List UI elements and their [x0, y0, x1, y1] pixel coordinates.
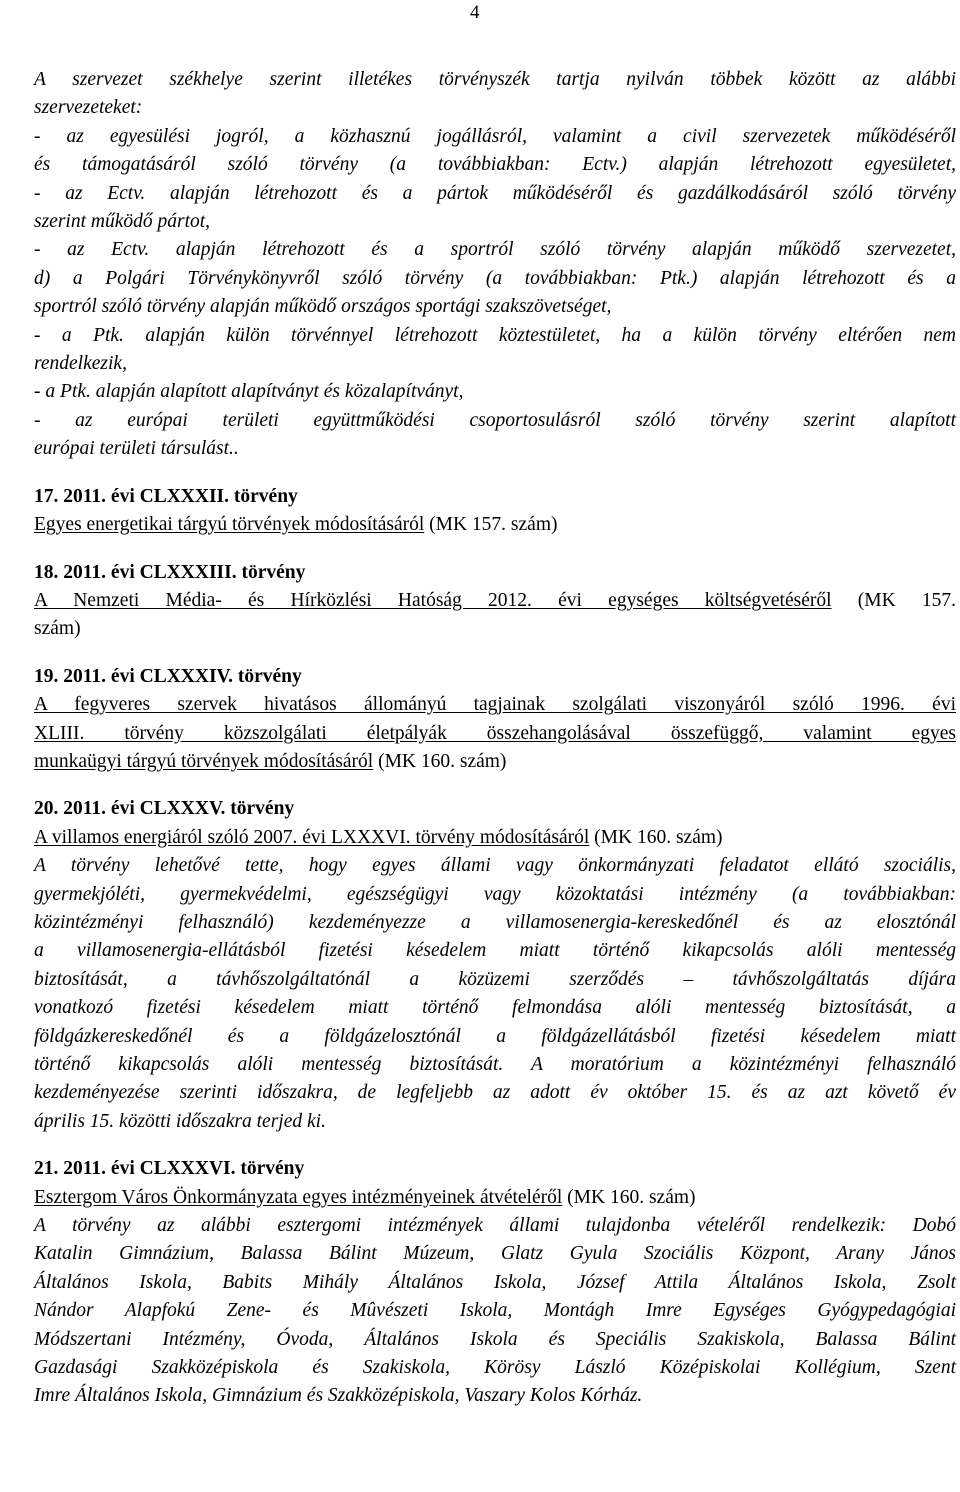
law-title-underlined: A villamos energiáról szóló 2007. évi LXXXVI. törvény módosításáról	[34, 826, 590, 848]
law-title-line	[34, 824, 956, 852]
summary-line: vonatkozó fizetési késedelem miatt történő felmondása alóli mentesség biztosítását, a	[34, 997, 956, 1019]
law-title-suffix: (MK 157. szám)	[424, 514, 558, 536]
law-title-line	[34, 691, 956, 719]
law-title-suffix: (MK 160. szám)	[589, 826, 723, 848]
law-title-suffix: (MK 160. szám)	[562, 1186, 696, 1208]
summary-line: Gazdasági Szakközépiskola és Szakiskola, Körösy László Középiskolai Kollégium, Szent	[34, 1357, 956, 1379]
intro-line: - a Ptk. alapján alapított alapítványt és közalapítványt,	[34, 381, 464, 403]
law-title-line	[34, 748, 956, 776]
law-section	[34, 483, 956, 540]
summary-line: Imre Általános Iskola, Gimnázium és Szakközépiskola, Vaszary Kolos Kórház.	[34, 1385, 643, 1407]
summary-line: a villamosenergia-ellátásból fizetési késedelem miatt történő kikapcsolás alóli mentesség	[34, 940, 956, 962]
summary-line: április 15. közötti időszakra terjed ki.	[34, 1110, 326, 1132]
summary-line: Módszertani Intézmény, Óvoda, Általános Iskola és Speciális Szakiskola, Balassa Bálint	[34, 1328, 956, 1350]
law-title-line	[34, 615, 956, 643]
law-title-suffix: szám)	[34, 618, 81, 640]
law-title-underlined: Esztergom Város Önkormányzata egyes intézményeinek átvételéről	[34, 1186, 563, 1208]
law-section	[34, 663, 956, 777]
intro-line: - az európai területi együttműködési csoportosulásról szóló törvény szerint alapított	[34, 409, 956, 431]
law-heading: 19. 2011. évi CLXXXIV. törvény	[34, 665, 302, 687]
law-section	[34, 795, 956, 1136]
document-body	[34, 66, 956, 1411]
law-section	[34, 1155, 956, 1411]
summary-line: közintézményi felhasználó) kezdeményezze a villamosenergia-kereskedőnél és az elosztónál	[34, 911, 956, 933]
summary-line: biztosítását, a távhőszolgáltatónál a közüzemi szerződés – távhőszolgáltatás díjára	[34, 968, 956, 990]
law-title-underlined: munkaügyi tárgyú törvények módosításáról	[34, 750, 374, 772]
intro-line: európai területi társulást..	[34, 438, 239, 460]
intro-line: szervezeteket:	[34, 97, 143, 119]
summary-line: Katalin Gimnázium, Balassa Bálint Múzeum, Glatz Gyula Szociális Központ, Arany János	[34, 1243, 956, 1265]
page-number: 4	[470, 2, 480, 23]
law-title-underlined: A fegyveres szervek hivatásos állományú tagjainak szolgálati viszonyáról szóló 1996. évi	[34, 694, 956, 716]
intro-line: - az Ectv. alapján létrehozott és a pártok működéséről és gazdálkodásáról szóló törvény	[34, 182, 956, 204]
law-title-underlined: Egyes energetikai tárgyú törvények módosításáról	[34, 514, 425, 536]
summary-line: földgázkereskedőnél és a földgázelosztónál a földgázellátásból fizetési késedelem miatt	[34, 1025, 956, 1047]
law-summary	[34, 852, 956, 1136]
law-heading: 18. 2011. évi CLXXXIII. törvény	[34, 561, 306, 583]
intro-line: - az egyesülési jogról, a közhasznú jogállásról, valamint a civil szervezetek működéséről	[34, 125, 956, 147]
summary-line: A törvény az alábbi esztergomi intézmények állami tulajdonba vételéről rendelkezik: Dobó	[34, 1215, 956, 1237]
summary-line: kezdeményezése szerinti időszakra, de legfeljebb az adott év október 15. és az azt követő év	[34, 1082, 956, 1104]
intro-line: - a Ptk. alapján külön törvénnyel létrehozott köztestületet, ha a külön törvény eltérően nem	[34, 324, 956, 346]
law-title-line	[34, 720, 956, 748]
summary-line: történő kikapcsolás alóli mentesség biztosítását. A moratórium a közintézményi felhasználó	[34, 1054, 956, 1075]
law-title-suffix: (MK 160. szám)	[373, 750, 507, 772]
summary-line: Általános Iskola, Babits Mihály Általános Iskola, József Attila Általános Iskola, Zsolt	[34, 1271, 956, 1293]
intro-line: A szervezet székhelye szerint illetékes törvényszék tartja nyilván többek között az alábbi	[34, 69, 956, 90]
law-section	[34, 559, 956, 644]
intro-line: d) a Polgári Törvénykönyvről szóló törvény (a továbbiakban: Ptk.) alapján létrehozott és a	[34, 267, 956, 289]
intro-line: sportról szóló törvény alapján működő országos sportági szakszövetséget,	[34, 296, 612, 318]
law-summary	[34, 1212, 956, 1411]
summary-line: gyermekjóléti, gyermekvédelmi, egészségügyi vagy közoktatási intézmény (a továbbiakban:	[34, 883, 956, 905]
intro-line: és támogatásáról szóló törvény (a továbbiakban: Ectv.) alapján létrehozott egyesületet,	[34, 154, 956, 176]
intro-line: rendelkezik,	[34, 353, 127, 375]
intro-line: szerint működő pártot,	[34, 211, 211, 233]
law-heading: 17. 2011. évi CLXXXII. törvény	[34, 485, 298, 507]
summary-line: A törvény lehetővé tette, hogy egyes állami vagy önkormányzati feladatot ellátó szociális,	[34, 855, 956, 877]
law-title-underlined: A Nemzeti Média- és Hírközlési Hatóság 2012. évi egységes költségvetéséről	[34, 589, 832, 611]
intro-line: - az Ectv. alapján létrehozott és a sportról szóló törvény alapján működő szervezetet,	[34, 239, 956, 261]
summary-line: Nándor Alapfokú Zene- és Mûvészeti Iskola, Montágh Imre Egységes Gyógypedagógiai	[34, 1300, 956, 1322]
law-title-line	[34, 1184, 956, 1212]
intro-paragraph	[34, 66, 956, 464]
law-title-line	[34, 511, 956, 539]
law-heading: 20. 2011. évi CLXXXV. törvény	[34, 798, 295, 820]
law-title-line	[34, 587, 956, 615]
law-title-underlined: XLIII. törvény közszolgálati életpályák összehangolásával összefüggő, valamint egyes	[34, 722, 956, 744]
law-title-suffix: (MK 157.	[831, 589, 956, 611]
law-heading: 21. 2011. évi CLXXXVI. törvény	[34, 1158, 305, 1180]
